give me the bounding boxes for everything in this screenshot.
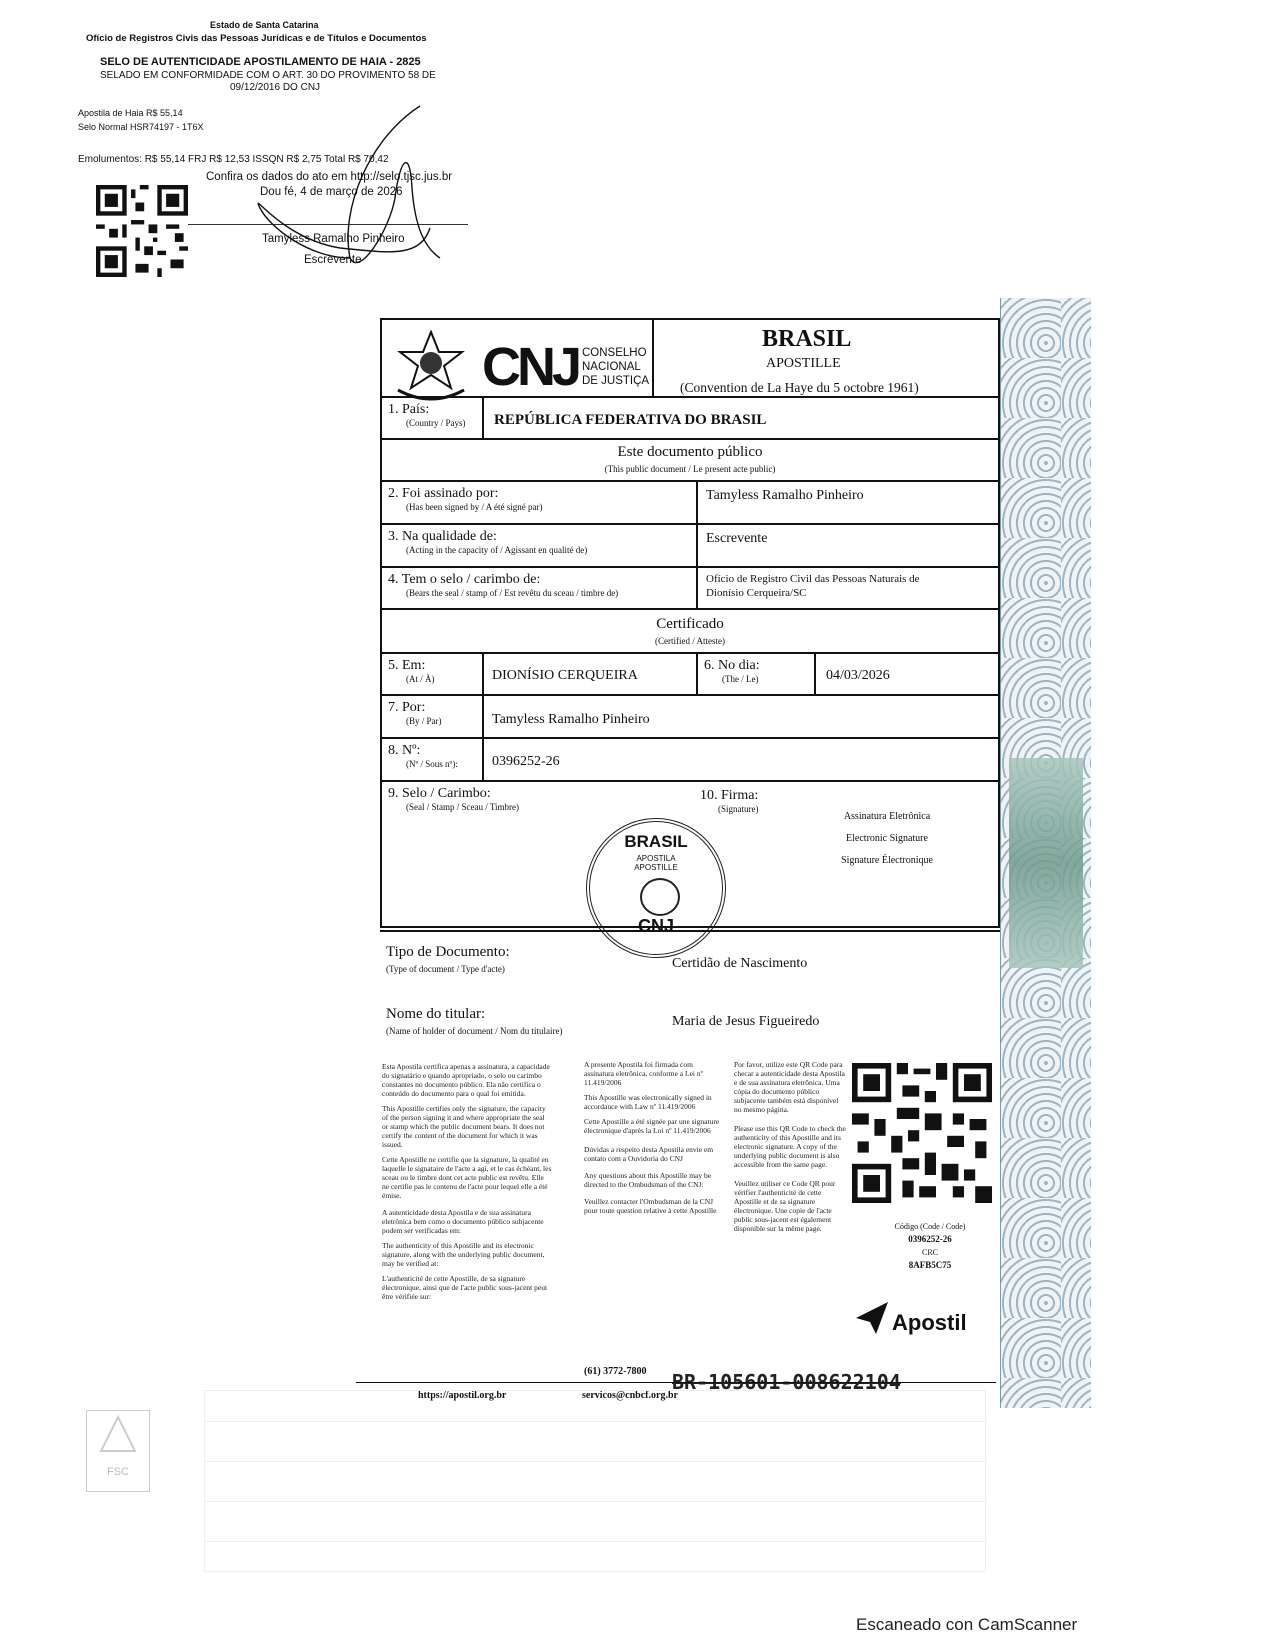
seal-state: Estado de Santa Catarina — [210, 20, 319, 30]
row-divider — [382, 438, 998, 440]
qualidade-value: Escrevente — [706, 531, 768, 546]
seal-signer: Tamyless Ramalho Pinheiro — [262, 233, 405, 245]
dia-label: 6. No dia: (The / Le) — [704, 658, 760, 684]
apostille-serial-number: BR-105601-008622104 — [672, 1370, 901, 1394]
doc-publico: Este documento público (This public document / Le present acte public) — [604, 444, 776, 474]
tipo-value: Certidão de Nascimento — [672, 956, 808, 971]
contact-email-link[interactable]: servicos@cnbcf.org.br — [582, 1390, 678, 1401]
pais-label: 1. País: (Country / Pays) — [388, 402, 466, 428]
em-label: 5. Em: (At / À) — [388, 658, 435, 684]
footer-column-2: A presente Apostila foi firmada com assinatura eletrônica, conforme a Lei nº 11.419/2006 This Apostille was electronically signed in accordance with Law nº 11.419/2006 Cette Apostille a été signée par une signature électronique d'après la Loi nº 11.419/2006 Dúvidas a respeito desta Apostila envie em contato com a Ouvidoria do CNJ Any questions about this Apostille may be directed to the Ombudsman of the CNJ: Veuillez contacter l'Ombudsman de la CNJ pour toute question relative à cette Apostille — [584, 1060, 720, 1215]
certificado: Certificado (Certified / Atteste) — [655, 616, 725, 646]
apostil-url-link[interactable]: https://apostil.org.br — [418, 1390, 507, 1401]
seal-emolumentos: Emolumentos: R$ 55,14 FRJ R$ 12,53 ISSQN R$ 2,75 Total R$ 70,42 — [78, 154, 389, 165]
row-divider — [382, 480, 998, 482]
seal-normal-code: Selo Normal HSR74197 - 1T6X — [78, 122, 204, 132]
pais-divider — [482, 396, 484, 438]
fsc-logo: FSC — [86, 1410, 150, 1492]
assinado-value: Tamyless Ramalho Pinheiro — [706, 488, 864, 503]
faded-underlying-form — [204, 1390, 986, 1572]
row-divider — [382, 737, 998, 739]
seal-dou-fe: Dou fé, 4 de março de 2026 — [260, 186, 403, 198]
numero-value: 0396252-26 — [492, 754, 560, 769]
qualidade-label: 3. Na qualidade de: (Acting in the capacity of / Agissant en qualité de) — [388, 529, 588, 555]
seal-title: SELO DE AUTENTICIDADE APOSTILAMENTO DE HAIA - 2825 — [100, 56, 421, 68]
seal-apostila-fee: Apostila de Haia R$ 55,14 — [78, 108, 183, 118]
seal-conformity-1: SELADO EM CONFORMIDADE COM O ART. 30 DO PROVIMENTO 58 DE — [100, 70, 436, 81]
verification-qr-code[interactable] — [852, 1058, 992, 1208]
pais-value: REPÚBLICA FEDERATIVA DO BRASIL — [494, 412, 767, 428]
row-divider — [382, 396, 998, 398]
footer-column-1: Esta Apostila certifica apenas a assinatura, a capacidade do signatário e quando apropriado, o selo ou carimbo constantes no documento público. Ela não certifica o conteúdo do documento para o qual foi emitida. This Apostille certifies only the signature, the capacity of the person signing it and where appropriate the seal or stamp which the public document bears. It does not certify the content of the document for which it was issued. Cette Apostille ne certifie que la signature, la qualité en laquelle le signataire de l'acte a agi, et le cas échéant, les sceau ou le timbre dont cet acte public est revêtu. Elle ne certifie pas le contenu de l'acte pour lequel elle a été émise. A autenticidade desta Apostila e de sua assinatura eletrônica bem como o documento público subjacente podem ser verificadas em: The authenticity of this Apostille and its electronic signature, along with the underlying public document, may be verified at: L'authenticité de cette Apostille, de sa signature électronique, ainsi que de l'acte public sous-jacent peut être vérifiée sur: — [382, 1062, 552, 1301]
titular-label: Nome do titular: — [386, 1006, 486, 1022]
frame-bottom-rule — [380, 930, 1000, 932]
brasil-title: BRASIL — [762, 326, 852, 352]
em-value: DIONÍSIO CERQUEIRA — [492, 668, 638, 683]
selo-value: Ofício de Registro Civil das Pessoas Naturais de Dionísio Cerqueira/SC — [706, 573, 920, 599]
paper-plane-icon — [854, 1300, 890, 1336]
titular-value: Maria de Jesus Figueiredo — [672, 1014, 820, 1029]
firma-label: 10. Firma: (Signature) — [700, 788, 759, 814]
selo-label: 4. Tem o selo / carimbo de: (Bears the seal / stamp of / Est revêtu du sceau / timbre de) — [388, 572, 619, 598]
mid-divider — [696, 480, 698, 608]
apostille-round-stamp: BRASIL APOSTILA APOSTILLE CNJ — [586, 818, 726, 958]
cnj-name: CONSELHO NACIONAL DE JUSTIÇA — [582, 347, 650, 387]
row-divider — [382, 780, 998, 782]
seal-qr-code — [96, 185, 188, 277]
cnj-logo: CNJ — [482, 337, 579, 397]
assinado-label: 2. Foi assinado por: (Has been signed by / A été signé par) — [388, 486, 543, 512]
seal-confirm-url: Confira os dados do ato em http://selo.tjsc.jus.br — [206, 171, 453, 183]
mid-divider — [814, 652, 816, 694]
row-divider — [382, 566, 998, 568]
seal-role: Escrevente — [304, 254, 362, 266]
label-divider — [482, 652, 484, 780]
tipo-label: Tipo de Documento: — [386, 944, 510, 960]
row-divider — [382, 652, 998, 654]
apostil-brand: Apostil — [892, 1310, 967, 1335]
seal-conformity-2: 09/12/2016 DO CNJ — [230, 82, 321, 93]
apostille-title: APOSTILLE — [766, 356, 841, 371]
electronic-signature-text: Assinatura Eletrônica Electronic Signature Signature Électronique — [841, 811, 933, 866]
row-divider — [382, 694, 998, 696]
cnj-phone: (61) 3772-7800 — [584, 1366, 647, 1377]
numero-label: 8. Nº: (Nº / Sous nº): — [388, 743, 458, 769]
carimbo-label: 9. Selo / Carimbo: (Seal / Stamp / Sceau / Timbre) — [388, 786, 519, 812]
row-divider — [382, 523, 998, 525]
convention-text: (Convention de La Haye du 5 octobre 1961) — [680, 380, 919, 395]
security-border-strip — [1000, 298, 1091, 1408]
titular-sub: (Name of holder of document / Nom du titulaire) — [386, 1026, 563, 1036]
por-label: 7. Por: (By / Par) — [388, 700, 442, 726]
footer-column-3: Por favor, utilize este QR Code para checar a autenticidade desta Apostila e de sua assinatura eletrônica. Uma cópia do documento público subjacente também está disponível no mesmo página. Please use this QR Code to check the authenticity of this Apostille and its electronic signature. A copy of the underlying public document is also accessible from the same page. Veuillez utiliser ce Code QR pour vérifier l'authenticité de cette Apostille et de sa signature électronique. Une copie de l'acte public sous-jacent est également disponible sur la même page. — [734, 1060, 846, 1233]
mid-divider — [696, 652, 698, 694]
por-value: Tamyless Ramalho Pinheiro — [492, 712, 650, 727]
row-divider — [382, 608, 998, 610]
seal-office: Ofício de Registros Civis das Pessoas Jurídicas e de Títulos e Documentos — [86, 33, 427, 44]
footer-rule — [356, 1382, 996, 1383]
camscanner-watermark: Escaneado con CamScanner — [856, 1615, 1078, 1634]
tipo-sub: (Type of document / Type d'acte) — [386, 964, 505, 974]
brazil-coat-of-arms-icon — [392, 330, 470, 404]
header-divider — [652, 320, 654, 396]
dia-value: 04/03/2026 — [826, 668, 890, 683]
handwritten-signature — [190, 78, 490, 278]
verification-codes: Código (Code / Code) 0396252-26 CRC 8AFB5C75 — [894, 1222, 966, 1270]
